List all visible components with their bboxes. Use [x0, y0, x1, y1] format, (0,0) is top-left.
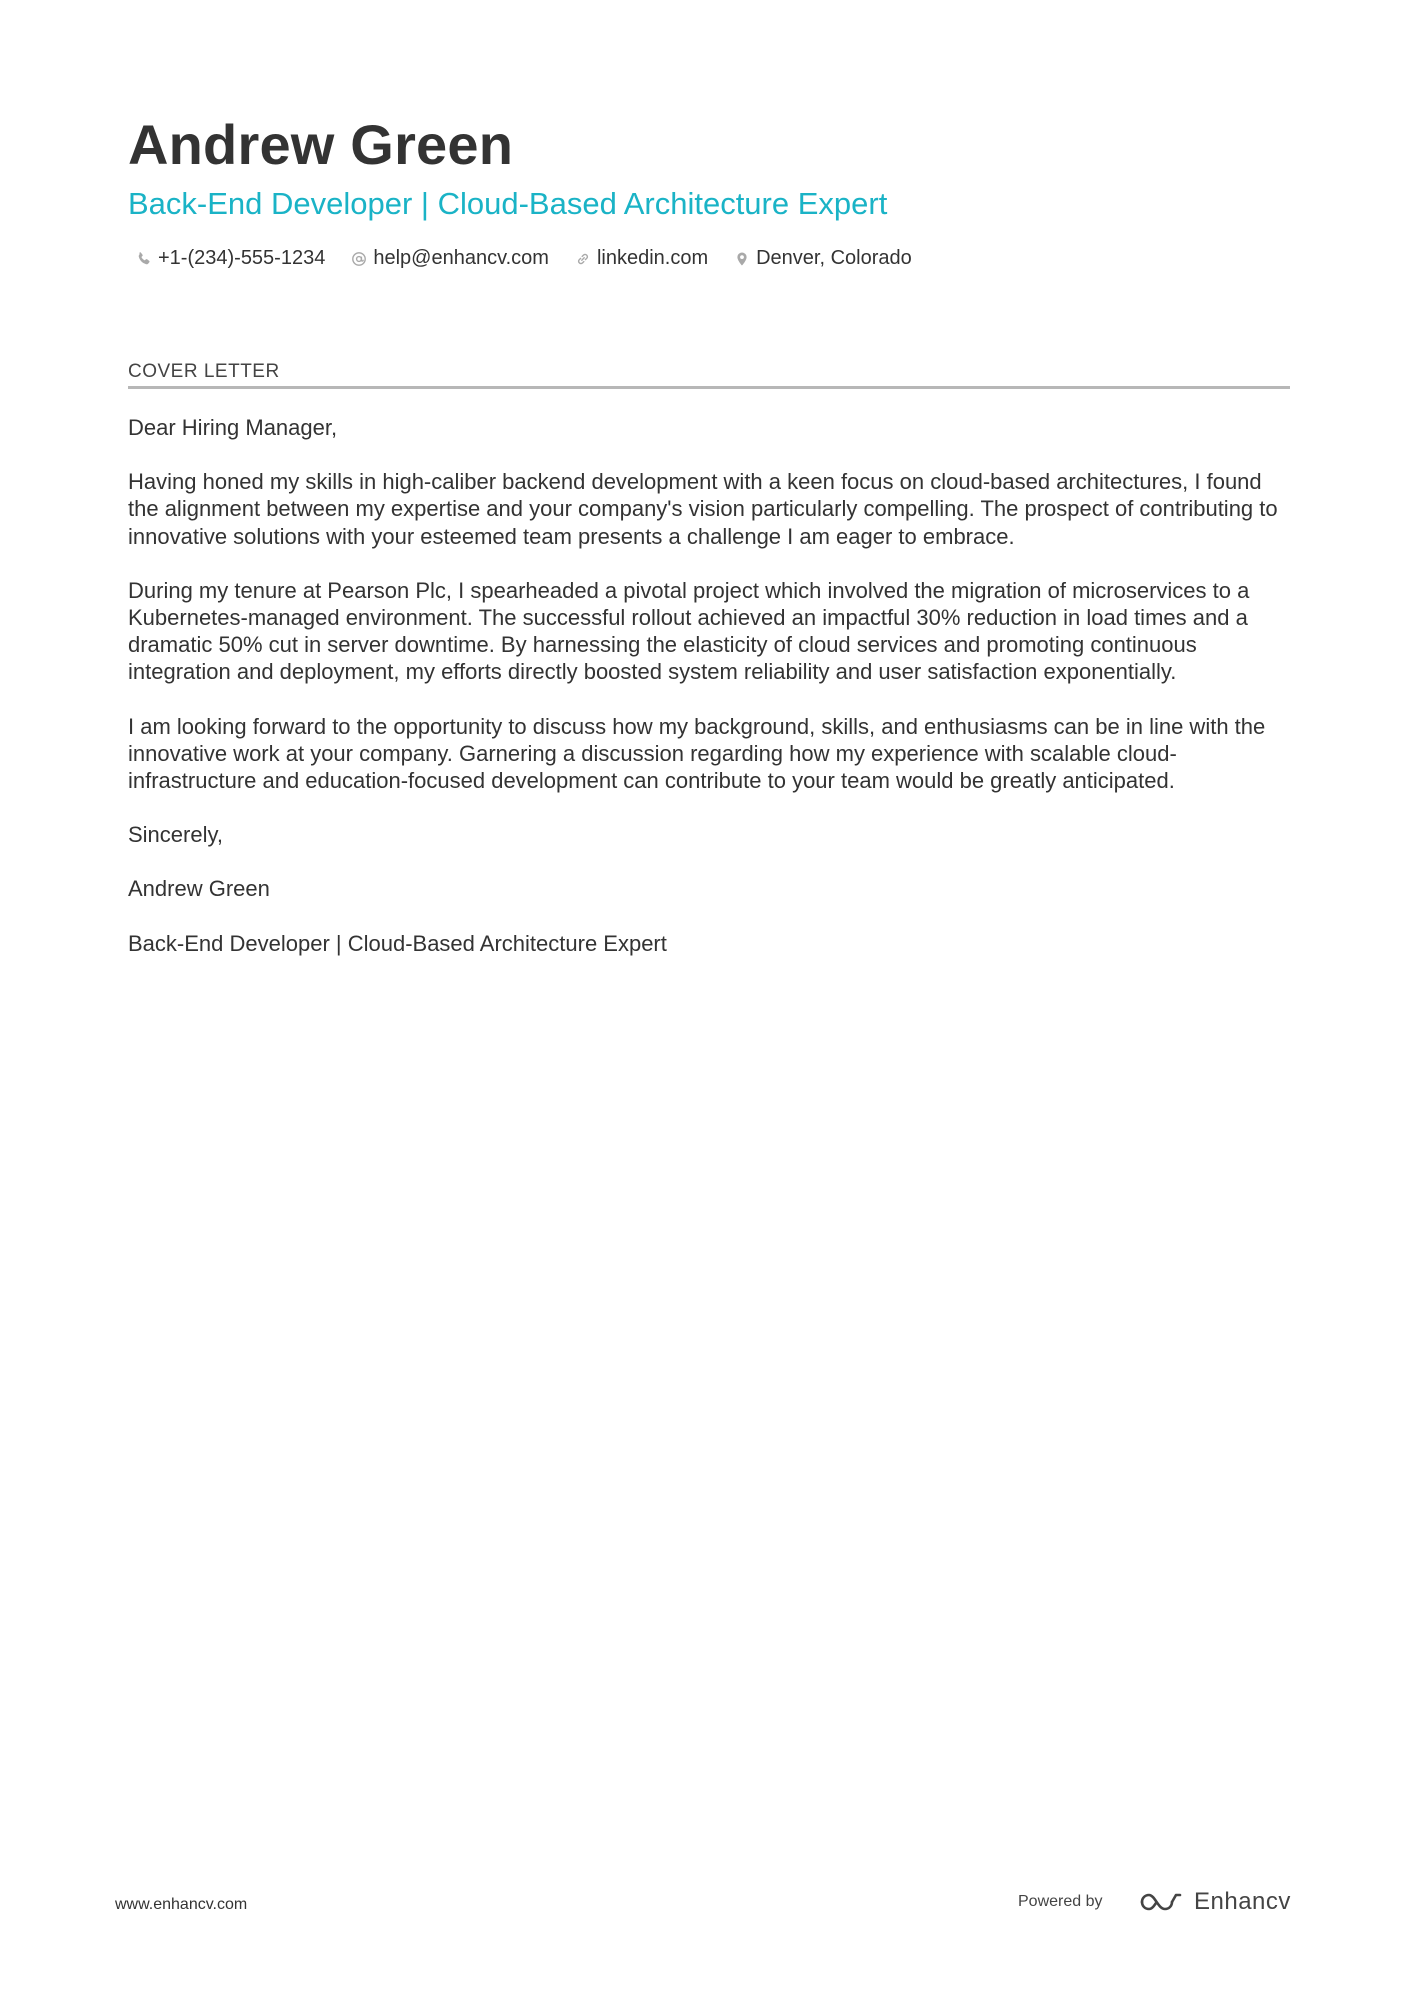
letter-paragraph: Having honed my skills in high-caliber backend development with a keen focus on cloud-based architectures, I found the alignment between my expertise and your company's vision particularly compelling. The prospect of contributing to innovative solutions with your esteemed team presents a challenge I am eager to embrace. — [128, 469, 1278, 549]
enhancv-logo-icon — [1138, 1889, 1184, 1915]
phone-icon — [136, 251, 152, 267]
contact-row — [136, 247, 938, 270]
phone-text: +1-(234)-555-1234 — [158, 247, 326, 269]
location-text: Denver, Colorado — [756, 247, 912, 269]
link-icon — [575, 251, 591, 267]
letter-paragraph: I am looking forward to the opportunity to discuss how my background, skills, and enthusiasms can be in line with the innovative work at your company. Garnering a discussion regarding how my experience with scalable cloud-infrastructure and education-focused development can contribute to your team would be greatly anticipated. — [128, 713, 1266, 794]
enhancv-brand-name: Enhancv — [1194, 1888, 1291, 1915]
letter-closing: Sincerely, — [128, 822, 223, 848]
email-text[interactable]: help@enhancv.com — [373, 247, 549, 269]
powered-by-label: Powered by — [1018, 1893, 1103, 1910]
letter-greeting: Dear Hiring Manager, — [128, 415, 338, 440]
enhancv-brand[interactable] — [1138, 1888, 1291, 1916]
contact-phone — [136, 247, 325, 270]
contact-link[interactable] — [575, 247, 708, 270]
candidate-name: Andrew Green — [128, 113, 514, 176]
signature-title: Back-End Developer | Cloud-Based Architecture Expert — [128, 930, 667, 956]
section-heading: COVER LETTER — [128, 361, 1290, 389]
location-pin-icon — [734, 251, 750, 267]
link-text[interactable]: linkedin.com — [596, 247, 709, 269]
contact-location — [734, 247, 912, 270]
contact-email[interactable] — [351, 247, 549, 270]
footer-url[interactable]: www.enhancv.com — [115, 1896, 248, 1913]
letter-body — [128, 414, 1298, 984]
at-icon — [351, 251, 367, 267]
signature-name: Andrew Green — [128, 876, 270, 902]
candidate-title: Back-End Developer | Cloud-Based Architecture Expert — [128, 186, 888, 221]
letter-paragraph: During my tenure at Pearson Plc, I spearheaded a pivotal project which involved the migration of microservices to a Kubernetes-managed environment. The successful rollout achieved an impactful 30% reduction in load times and a dramatic 50% cut in server downtime. By harnessing the elasticity of cloud services and promoting continuous integration and deployment, my efforts directly boosted system reliability and user satisfaction exponentially. — [128, 577, 1250, 685]
